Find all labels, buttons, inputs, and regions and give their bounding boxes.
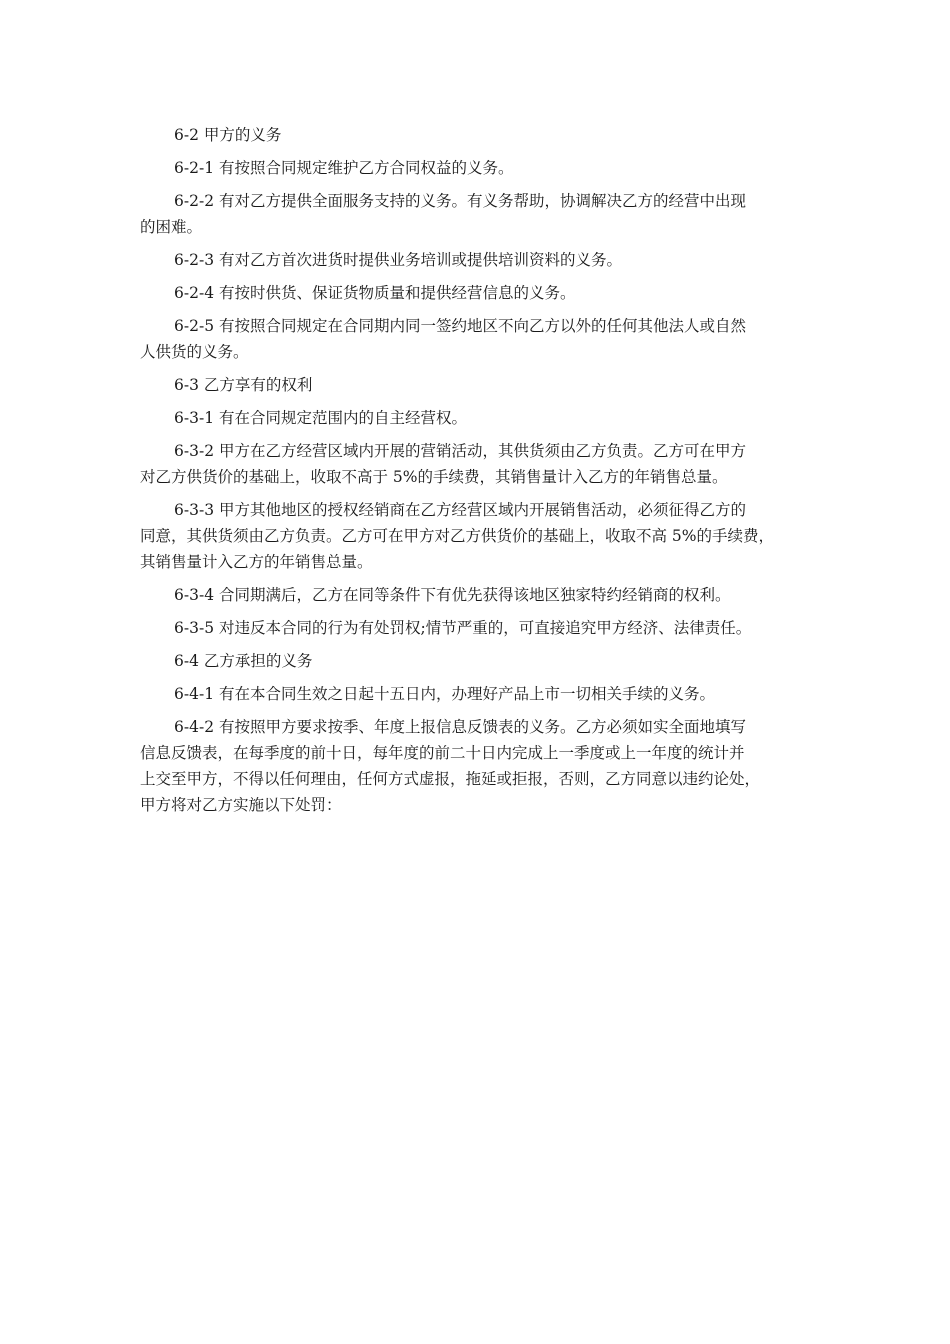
paragraph	[140, 438, 810, 490]
paragraph	[140, 648, 810, 674]
paragraph-line: 6-2 甲方的义务	[174, 126, 282, 144]
paragraph-line: 对乙方供货价的基础上，收取不高于 5%的手续费，其销售量计入乙方的年销售总量。	[140, 468, 728, 486]
paragraph-line: 人供货的义务。	[140, 343, 249, 361]
paragraph	[140, 122, 810, 148]
paragraph-line: 上交至甲方，不得以任何理由，任何方式虚报，拖延或拒报，否则，乙方同意以违约论处，	[140, 770, 761, 788]
document-body	[140, 122, 810, 825]
paragraph-line: 6-2-5 有按照合同规定在合同期内同一签约地区不向乙方以外的任何其他法人或自然	[174, 317, 746, 335]
paragraph-line: 6-3-1 有在合同规定范围内的自主经营权。	[174, 409, 467, 427]
paragraph	[140, 405, 810, 431]
paragraph-line: 6-3-5 对违反本合同的行为有处罚权;情节严重的，可直接追究甲方经济、法律责任。	[174, 619, 752, 637]
paragraph-line: 6-2-1 有按照合同规定维护乙方合同权益的义务。	[174, 159, 514, 177]
paragraph	[140, 247, 810, 273]
paragraph	[140, 714, 810, 818]
paragraph	[140, 681, 810, 707]
paragraph	[140, 582, 810, 608]
paragraph	[140, 280, 810, 306]
paragraph	[140, 188, 810, 240]
paragraph-line: 6-3-3 甲方其他地区的授权经销商在乙方经营区域内开展销售活动，必须征得乙方的	[174, 501, 746, 519]
paragraph-line: 6-2-3 有对乙方首次进货时提供业务培训或提供培训资料的义务。	[174, 251, 622, 269]
paragraph-line: 6-4-1 有在本合同生效之日起十五日内，办理好产品上市一切相关手续的义务。	[174, 685, 715, 703]
paragraph-line: 其销售量计入乙方的年销售总量。	[140, 553, 373, 571]
paragraph-line: 的困难。	[140, 218, 203, 236]
paragraph-line: 6-3-4 合同期满后，乙方在同等条件下有优先获得该地区独家特约经销商的权利。	[174, 586, 731, 604]
paragraph-line: 6-3-2 甲方在乙方经营区域内开展的营销活动，其供货须由乙方负责。乙方可在甲方	[174, 442, 746, 460]
paragraph	[140, 615, 810, 641]
paragraph-line: 6-4 乙方承担的义务	[174, 652, 313, 670]
paragraph	[140, 313, 810, 365]
paragraph	[140, 372, 810, 398]
paragraph	[140, 497, 810, 575]
paragraph-line: 同意，其供货须由乙方负责。乙方可在甲方对乙方供货价的基础上，收取不高 5%的手续费，	[140, 527, 775, 545]
paragraph-line: 6-2-4 有按时供货、保证货物质量和提供经营信息的义务。	[174, 284, 576, 302]
paragraph-line: 6-3 乙方享有的权利	[174, 376, 313, 394]
paragraph-line: 信息反馈表，在每季度的前十日，每年度的前二十日内完成上一季度或上一年度的统计并	[140, 744, 745, 762]
paragraph-line: 6-4-2 有按照甲方要求按季、年度上报信息反馈表的义务。乙方必须如实全面地填写	[174, 718, 746, 736]
paragraph-line: 6-2-2 有对乙方提供全面服务支持的义务。有义务帮助，协调解决乙方的经营中出现	[174, 192, 746, 210]
paragraph	[140, 155, 810, 181]
paragraph-line: 甲方将对乙方实施以下处罚：	[140, 796, 342, 814]
